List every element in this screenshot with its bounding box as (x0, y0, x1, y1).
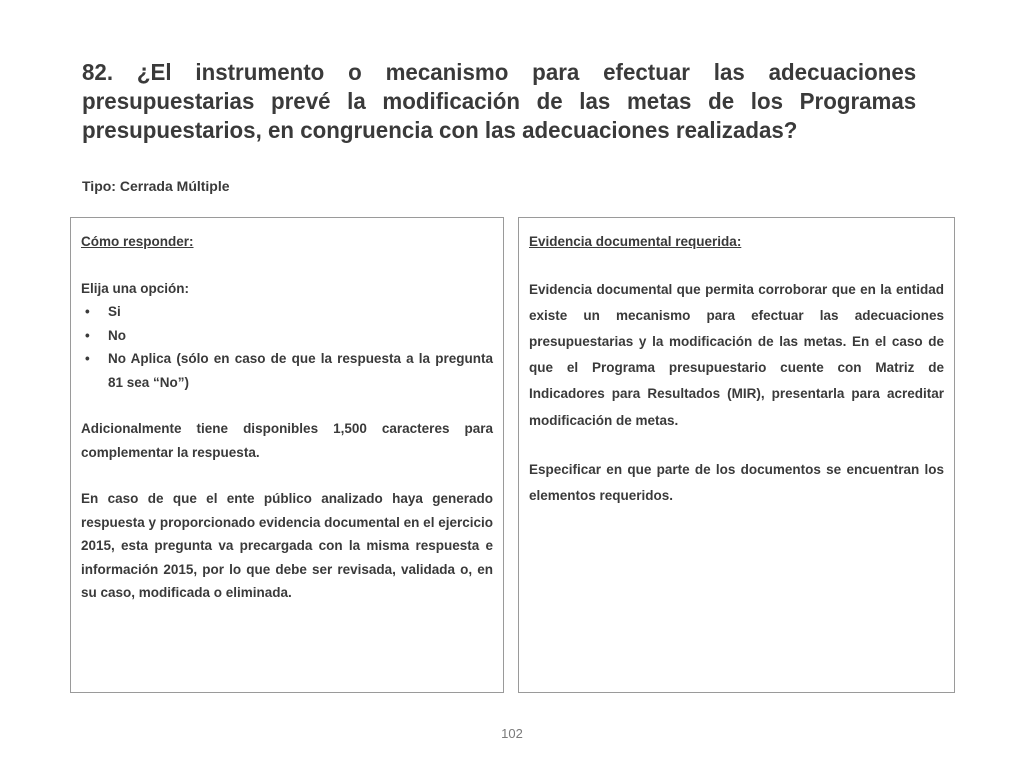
preload-note: En caso de que el ente público analizado haya generado respuesta y proporcionado evidencia documental en el ejercicio 2015, esta pregunta va precargada con la misma respuesta e información 2015, por lo que debe ser revisada, validada o, en su caso, modificada o eliminada. (81, 491, 493, 600)
bullet-icon: • (85, 304, 90, 319)
evidence-box (518, 217, 955, 693)
answer-options-list (81, 300, 493, 394)
choose-option-label: Elija una opción: (81, 280, 190, 296)
question-title: 82. ¿El instrumento o mecanismo para efectuar las adecuaciones presupuestarias prevé la modificación de las metas de los Programas presupuestarios, en congruencia con las adecuaciones realizadas? (82, 59, 917, 143)
bullet-icon: • (85, 327, 90, 343)
page-number: 102 (501, 726, 523, 741)
evidence-paragraph: Evidencia documental que permita corroborar que en la entidad existe un mecanismo para efectuar las adecuaciones presupuestarias y la modificación de las metas. En el caso de que el Programa presupuestario cuente con Matriz de Indicadores para Resultados (MIR), presentarla para acreditar modificación de metas. (529, 281, 944, 428)
question-type: Tipo: Cerrada Múltiple (82, 178, 230, 194)
bullet-icon: • (85, 351, 90, 366)
option-no-aplica (81, 347, 493, 394)
evidence-heading: Evidencia documental requerida: (529, 234, 742, 249)
evidence-location-note: Especificar en que parte de los documentos se encuentran los elementos requeridos. (529, 461, 944, 503)
how-to-answer-box (70, 217, 504, 693)
option-label: No (108, 327, 126, 343)
option-label: Si (108, 304, 121, 319)
characters-note: Adicionalmente tiene disponibles 1,500 caracteres para complementar la respuesta. (81, 421, 493, 460)
option-si (81, 300, 493, 324)
option-label: No Aplica (sólo en caso de que la respuesta a la pregunta 81 sea “No”) (108, 351, 493, 390)
option-no (81, 324, 493, 348)
how-to-answer-heading: Cómo responder: (81, 234, 194, 249)
